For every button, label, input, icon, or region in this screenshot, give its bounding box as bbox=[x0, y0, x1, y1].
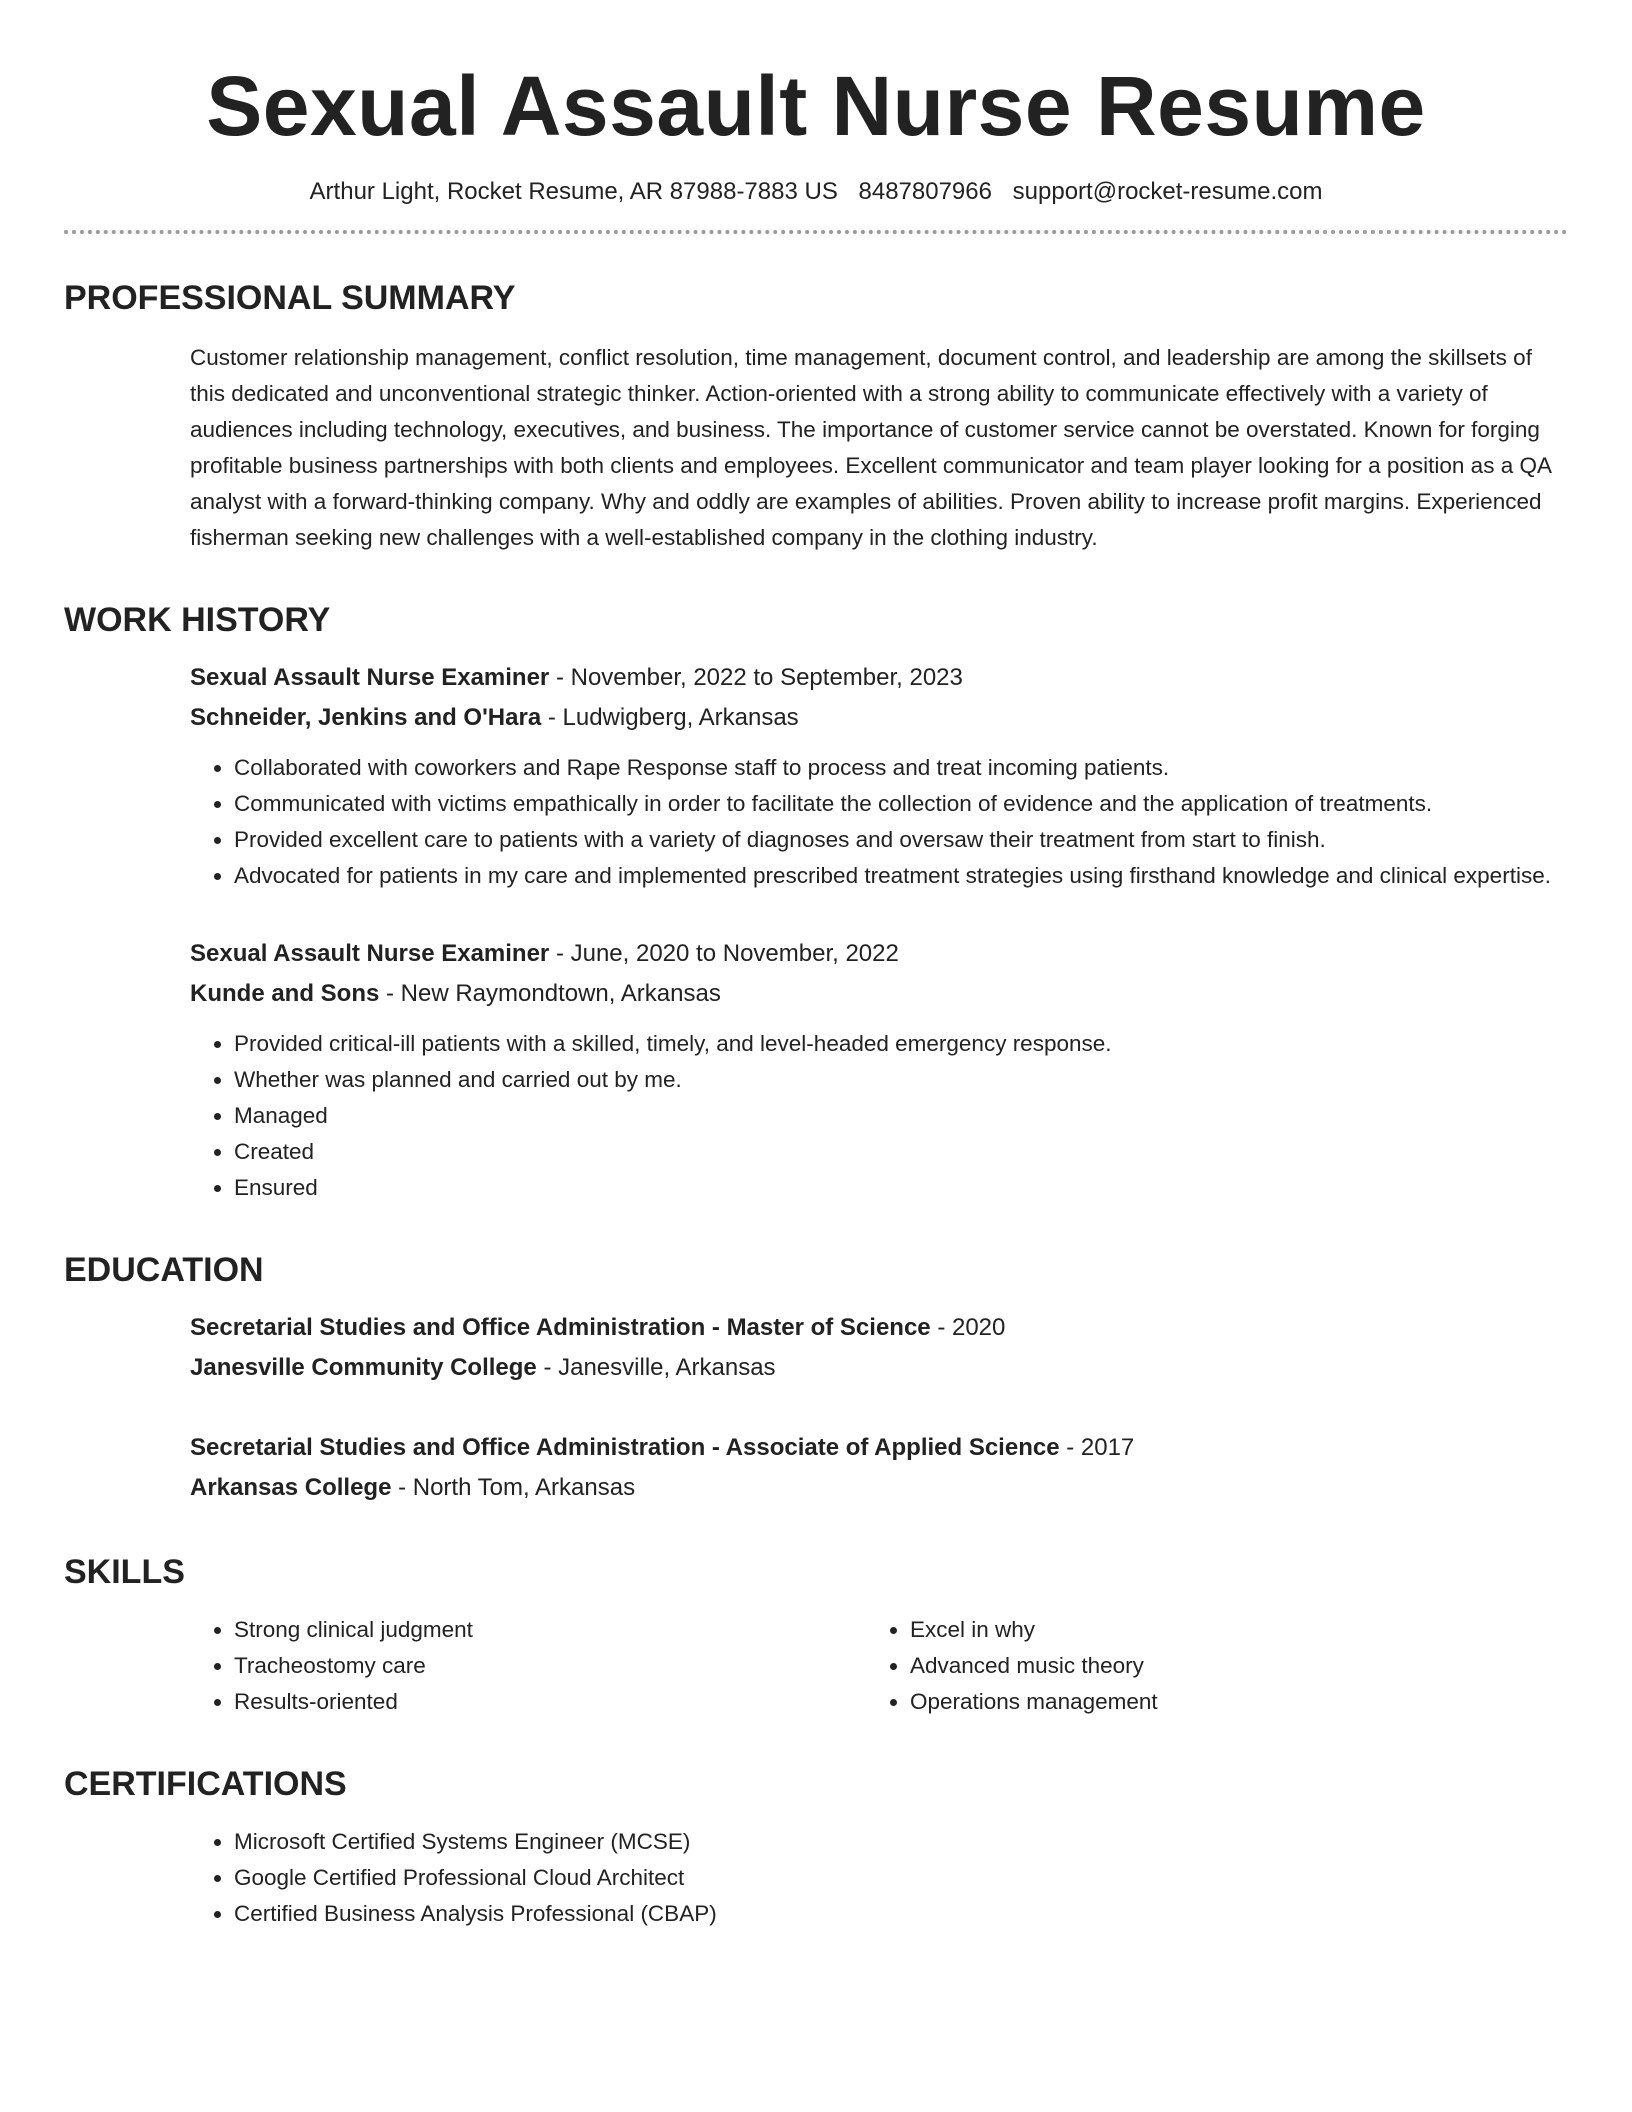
certifications-heading: CERTIFICATIONS bbox=[64, 1765, 347, 1803]
contact-email: support@rocket-resume.com bbox=[1012, 178, 1323, 205]
skills-grid bbox=[190, 1612, 1568, 1720]
contact-phone: 8487807966 bbox=[858, 178, 992, 205]
school-location: - Janesville, Arkansas bbox=[536, 1354, 776, 1381]
skill-item: • Excel in why bbox=[910, 1612, 1542, 1648]
skill-item: • Advanced music theory bbox=[910, 1648, 1542, 1684]
school-location: - North Tom, Arkansas bbox=[391, 1474, 636, 1501]
skills-column-right bbox=[866, 1612, 1542, 1720]
contact-line bbox=[64, 176, 1568, 208]
certification-item: • Microsoft Certified Systems Engineer (MCSE) bbox=[234, 1824, 1568, 1860]
degree-line bbox=[190, 1308, 1568, 1348]
certifications-list bbox=[190, 1824, 1568, 1932]
skill-item: • Results-oriented bbox=[234, 1684, 866, 1720]
job-title-line bbox=[190, 658, 1568, 698]
school-name: Arkansas College bbox=[190, 1474, 392, 1501]
job-company-line bbox=[190, 974, 1568, 1014]
job-company: Schneider, Jenkins and O'Hara bbox=[190, 704, 542, 731]
job-bullet: • Provided excellent care to patients with a variety of diagnoses and oversaw their treatment from start to finish. bbox=[234, 822, 1568, 858]
degree-year: - 2017 bbox=[1059, 1434, 1135, 1461]
education-entry bbox=[190, 1308, 1568, 1388]
job-bullets bbox=[190, 1026, 1568, 1206]
job-bullet: • Ensured bbox=[234, 1170, 1568, 1206]
summary-body bbox=[190, 340, 1568, 556]
education-section bbox=[64, 1250, 1568, 1508]
header-divider bbox=[64, 230, 1568, 234]
job-title-line bbox=[190, 934, 1568, 974]
resume-title: Sexual Assault Nurse Resume bbox=[206, 59, 1426, 153]
work-heading: WORK HISTORY bbox=[64, 601, 331, 639]
degree-name: Secretarial Studies and Office Administration - Associate of Applied Science bbox=[190, 1434, 1060, 1461]
certification-item: • Google Certified Professional Cloud Architect bbox=[234, 1860, 1568, 1896]
job-title: Sexual Assault Nurse Examiner bbox=[190, 940, 550, 967]
job-bullet: • Whether was planned and carried out by me. bbox=[234, 1062, 1568, 1098]
school-line bbox=[190, 1468, 1568, 1508]
job-bullet: • Collaborated with coworkers and Rape Response staff to process and treat incoming patients. bbox=[234, 750, 1568, 786]
job-dates: - June, 2020 to November, 2022 bbox=[549, 940, 899, 967]
summary-section bbox=[64, 278, 1568, 556]
education-heading: EDUCATION bbox=[64, 1251, 264, 1289]
school-line bbox=[190, 1348, 1568, 1388]
summary-text: Customer relationship management, conflict resolution, time management, document control, and leadership are among the skillsets of this dedicated and unconventional strategic thinker. Action-oriented with a strong ability to communicate effectively with a variety of audiences including technology, executives, and business. The importance of customer service cannot be overstated. Known for forging profitable business partnerships with both clients and employees. Excellent communicator and team player looking for a position as a QA analyst with a forward-thinking company. Why and oddly are examples of abilities. Proven ability to increase profit margins. Experienced fisherman seeking new challenges with a well-established company in the clothing industry. bbox=[190, 345, 1551, 550]
job-bullet: • Managed bbox=[234, 1098, 1568, 1134]
work-body bbox=[190, 658, 1568, 1206]
job-bullets bbox=[190, 750, 1568, 894]
job-dates: - November, 2022 to September, 2023 bbox=[549, 664, 963, 691]
skill-item: • Tracheostomy care bbox=[234, 1648, 866, 1684]
skill-item: • Strong clinical judgment bbox=[234, 1612, 866, 1648]
job-bullet: • Communicated with victims empathically in order to facilitate the collection of evidence and the application of treatments. bbox=[234, 786, 1568, 822]
skills-section bbox=[64, 1552, 1568, 1720]
job-bullet: • Created bbox=[234, 1134, 1568, 1170]
job-company-line bbox=[190, 698, 1568, 738]
contact-address: Arthur Light, Rocket Resume, AR 87988-7883 US bbox=[309, 178, 838, 205]
job-location: - New Raymondtown, Arkansas bbox=[379, 980, 721, 1007]
school-name: Janesville Community College bbox=[190, 1354, 537, 1381]
job-entry bbox=[190, 658, 1568, 894]
degree-line bbox=[190, 1428, 1568, 1468]
skills-column-left bbox=[190, 1612, 866, 1720]
certification-item: • Certified Business Analysis Professional (CBAP) bbox=[234, 1896, 1568, 1932]
skills-body bbox=[190, 1612, 1568, 1720]
skill-item: • Operations management bbox=[910, 1684, 1542, 1720]
education-body bbox=[190, 1308, 1568, 1508]
certifications-section bbox=[64, 1764, 1568, 1932]
job-bullet: • Advocated for patients in my care and implemented prescribed treatment strategies using firsthand knowledge and clinical expertise. bbox=[234, 858, 1568, 894]
degree-name: Secretarial Studies and Office Administration - Master of Science bbox=[190, 1314, 931, 1341]
summary-heading: PROFESSIONAL SUMMARY bbox=[64, 279, 516, 317]
job-bullet: • Provided critical-ill patients with a skilled, timely, and level-headed emergency response. bbox=[234, 1026, 1568, 1062]
certifications-body bbox=[190, 1824, 1568, 1932]
job-company: Kunde and Sons bbox=[190, 980, 380, 1007]
job-location: - Ludwigberg, Arkansas bbox=[541, 704, 799, 731]
job-title: Sexual Assault Nurse Examiner bbox=[190, 664, 550, 691]
job-entry bbox=[190, 934, 1568, 1206]
skills-heading: SKILLS bbox=[64, 1553, 185, 1591]
work-section bbox=[64, 600, 1568, 1206]
degree-year: - 2020 bbox=[930, 1314, 1006, 1341]
education-entry bbox=[190, 1428, 1568, 1508]
